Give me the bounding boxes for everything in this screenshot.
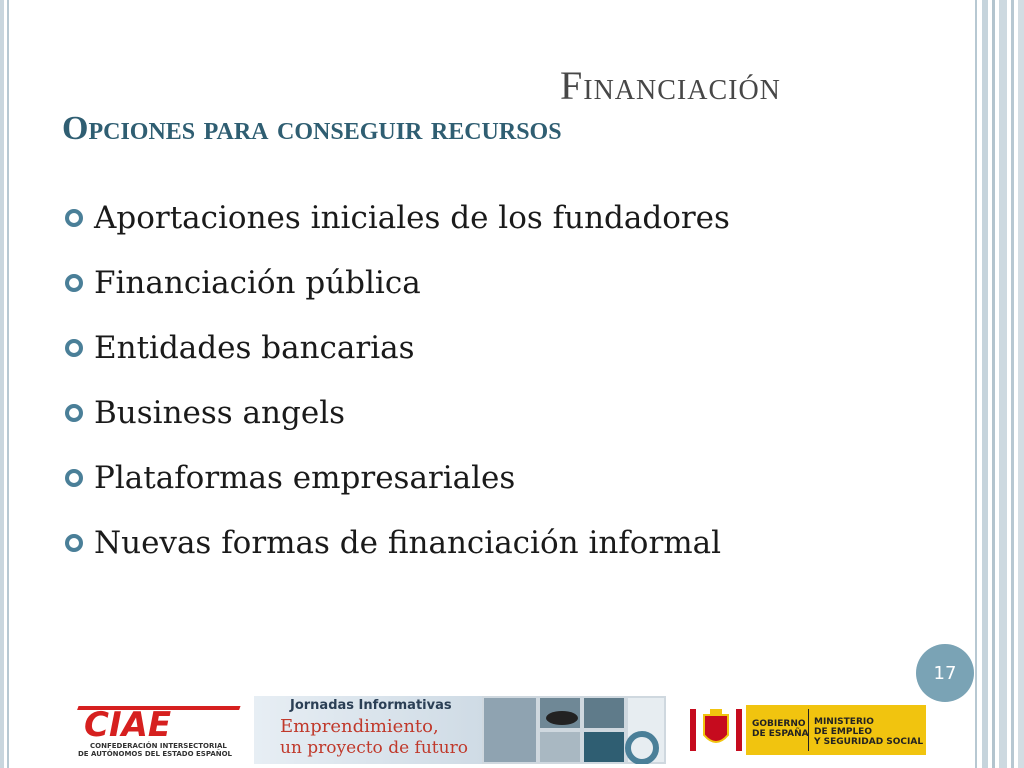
bullet-text: Business angels	[94, 394, 346, 431]
spain-coat-of-arms-icon	[688, 705, 744, 755]
bullet-text: Financiación pública	[94, 264, 421, 301]
bullet-icon	[64, 403, 84, 423]
left-border-rail-inner	[7, 0, 9, 768]
banner-photo	[482, 696, 666, 764]
bullet-text: Entidades bancarias	[94, 329, 415, 366]
bullet-icon	[64, 468, 84, 488]
bullet-text: Nuevas formas de financiación informal	[94, 524, 722, 561]
ciae-logo-text: CIAE	[84, 705, 172, 745]
bullet-icon	[64, 338, 84, 358]
bullet-item	[64, 510, 730, 575]
page-number-badge: 17	[916, 644, 974, 702]
bullet-icon	[64, 208, 84, 228]
right-border-rail	[982, 0, 988, 768]
bullet-item	[64, 445, 730, 510]
bullet-icon	[64, 533, 84, 553]
gov-line-2: DE ESPAÑA	[752, 729, 809, 739]
bullet-item	[64, 250, 730, 315]
ministry-line-1: MINISTERIO	[814, 717, 874, 727]
banner-line-1: Emprendimiento,	[280, 716, 439, 737]
slide-title: Financiación	[560, 63, 781, 108]
ministry-line-3: Y SEGURIDAD SOCIAL	[814, 737, 924, 747]
right-border-rail	[999, 0, 1007, 768]
bullet-text: Plataformas empresariales	[94, 459, 516, 496]
right-border-rail	[1011, 0, 1014, 768]
jornadas-banner	[254, 696, 666, 764]
right-border-rail	[975, 0, 977, 768]
right-border-rail	[1018, 0, 1024, 768]
ciae-caption-2: DE AUTÓNOMOS DEL ESTADO ESPAÑOL	[78, 750, 233, 758]
right-border-rail	[992, 0, 995, 768]
ministry-line-2: DE EMPLEO	[814, 727, 872, 737]
gov-line-1: GOBIERNO	[752, 719, 806, 729]
ciae-logo	[76, 702, 246, 758]
bullet-icon	[64, 273, 84, 293]
left-border-rail	[0, 0, 4, 768]
slide-subtitle: Opciones para conseguir recursos	[62, 110, 562, 147]
bullet-item	[64, 380, 730, 445]
bullet-text: Aportaciones iniciales de los fundadores	[94, 199, 730, 236]
banner-line-2: un proyecto de futuro	[280, 738, 468, 758]
gobierno-logo	[688, 705, 926, 755]
bullet-list	[64, 185, 730, 575]
bullet-item	[64, 185, 730, 250]
ciae-caption-1: CONFEDERACIÓN INTERSECTORIAL	[90, 742, 227, 750]
bullet-item	[64, 315, 730, 380]
banner-heading: Jornadas Informativas	[290, 698, 452, 713]
